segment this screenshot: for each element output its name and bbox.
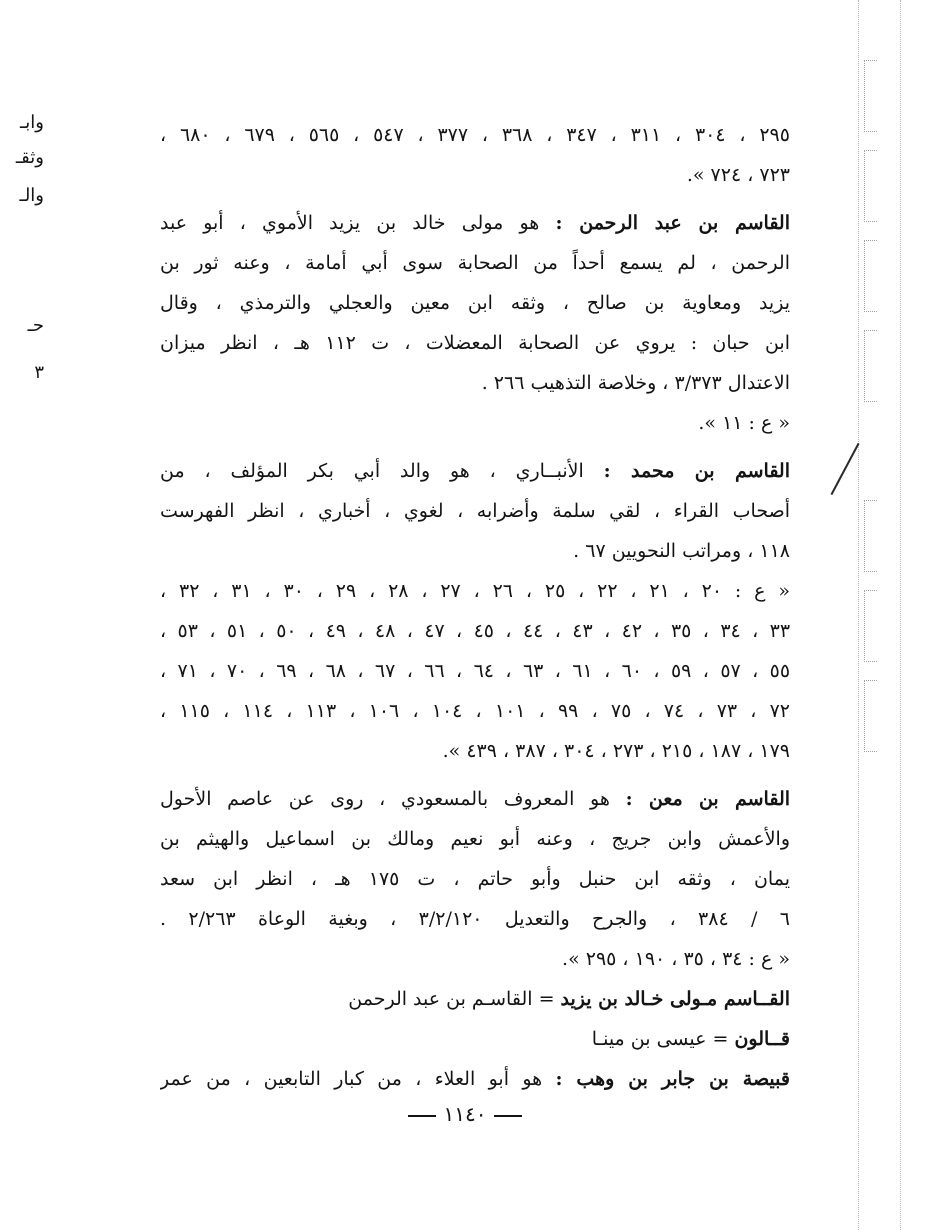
text-line	[160, 115, 790, 155]
line-text: الأنبــاري ، هو والد أبي بكر المؤلف ، من	[160, 460, 584, 482]
line-text: أصحاب القراء ، لقي سلمة وأضرابه ، لغوي ، أخباري ، انظر الفهرست	[160, 500, 790, 522]
line-text: ١١٨ ، ومراتب النحويين ٦٧ .	[573, 540, 790, 562]
line-text: هو أبو العلاء ، من كبار التابعين ، من عمر	[160, 1068, 543, 1090]
index-entry-qabisa	[160, 1059, 790, 1099]
page-number-text: ١١٤٠	[443, 1102, 487, 1126]
line-text: والأعمش وابن جريج ، وعنه أبو نعيم ومالك بن اسماعيل والهيثم بن	[160, 828, 790, 850]
index-entry-cross-reference	[160, 979, 790, 1019]
text-line	[160, 283, 790, 323]
index-entry-cross-reference	[160, 1019, 790, 1059]
line-text: = القاسـم بن عبد الرحمن	[348, 988, 555, 1010]
page-number-dash	[494, 1115, 522, 1117]
text-line	[160, 363, 790, 403]
scan-edge-line	[858, 0, 859, 1230]
line-text: ٢٩٥ ، ٣٠٤ ، ٣١١ ، ٣٤٧ ، ٣٦٨ ، ٣٧٧ ، ٥٤٧ ، ٥٦٥ ، ٦٧٩ ، ٦٨٠ ،	[160, 124, 790, 146]
text-line	[160, 819, 790, 859]
index-entry-qasim-muhammad	[160, 451, 790, 491]
margin-fragment: ٣	[34, 362, 44, 383]
text-line	[160, 243, 790, 283]
entry-term: قبيصة بن جابر بن وهب :	[555, 1068, 790, 1090]
scan-edge-mark	[864, 590, 877, 662]
margin-fragment: وثقـ	[15, 147, 44, 168]
text-line	[160, 531, 790, 571]
entry-term: القاسم بن عبد الرحمن :	[555, 212, 790, 234]
text-line	[160, 859, 790, 899]
line-text: الرحمن ، لم يسمع أحداً من الصحابة سوى أبي أمامة ، وعنه ثور بن	[160, 252, 790, 274]
margin-fragment: والـ	[19, 185, 44, 206]
index-entry-qasim-abd-rahman	[160, 203, 790, 243]
line-text: ٣٣ ، ٣٤ ، ٣٥ ، ٤٢ ، ٤٣ ، ٤٤ ، ٤٥ ، ٤٧ ، ٤٨ ، ٤٩ ، ٥٠ ، ٥١ ، ٥٣ ،	[160, 620, 790, 642]
page-number	[0, 1102, 930, 1126]
line-text: هو المعروف بالمسعودي ، روى عن عاصم الأحول	[160, 788, 610, 810]
line-text: ٦ / ٣٨٤ ، والجرح والتعديل ٣/٢/١٢٠ ، وبغية الوعاة ٢/٢٦٣ .	[160, 908, 790, 930]
text-line	[160, 491, 790, 531]
text-line	[160, 323, 790, 363]
text-line	[160, 571, 790, 611]
text-line	[160, 611, 790, 651]
page-number-dash	[408, 1115, 436, 1117]
line-text: هو مولى خالد بن يزيد الأموي ، أبو عبد	[160, 212, 540, 234]
margin-fragment: حـ	[27, 315, 44, 336]
line-text: يمان ، وثقه ابن حنبل وأبو حاتم ، ت ١٧٥ هـ ، انظر ابن سعد	[160, 868, 790, 890]
scan-edge-mark	[864, 60, 877, 132]
line-text: « ع : ٢٠ ، ٢١ ، ٢٢ ، ٢٥ ، ٢٦ ، ٢٧ ، ٢٨ ، ٢٩ ، ٣٠ ، ٣١ ، ٣٢ ،	[160, 580, 790, 602]
index-entry-qasim-maan	[160, 779, 790, 819]
entry-term: القاسم بن معن :	[625, 788, 790, 810]
text-line	[160, 939, 790, 979]
text-line	[160, 691, 790, 731]
scan-edge-mark	[864, 500, 877, 572]
scan-edge-mark	[864, 150, 877, 222]
index-entries	[160, 115, 790, 1099]
text-line	[160, 651, 790, 691]
line-text: ٥٥ ، ٥٧ ، ٥٩ ، ٦٠ ، ٦١ ، ٦٣ ، ٦٤ ، ٦٦ ، ٦٧ ، ٦٨ ، ٦٩ ، ٧٠ ، ٧١ ،	[160, 660, 790, 682]
entry-term: قــالون	[734, 1028, 790, 1050]
margin-fragment: وابـ	[20, 112, 44, 133]
right-edge-scan-marks	[856, 0, 916, 1230]
scan-edge-line	[900, 0, 901, 1230]
text-line	[160, 155, 790, 195]
entry-term: القاسم بن محمد :	[603, 460, 790, 482]
line-text: ٧٢ ، ٧٣ ، ٧٤ ، ٧٥ ، ٩٩ ، ١٠١ ، ١٠٤ ، ١٠٦ ، ١١٣ ، ١١٤ ، ١١٥ ،	[160, 700, 790, 722]
line-text: يزيد ومعاوية بن صالح ، وثقه ابن معين والعجلي والترمذي ، وقال	[160, 292, 790, 314]
text-line	[160, 899, 790, 939]
scan-edge-mark	[864, 680, 877, 752]
entry-term: القــاسم مـولى خـالد بن يزيد	[560, 988, 790, 1010]
scan-edge-mark	[831, 443, 860, 495]
line-text: = عيسى بن مينـا	[591, 1028, 729, 1050]
line-text: « ع : ٣٤ ، ٣٥ ، ١٩٠ ، ٢٩٥ ».	[562, 948, 790, 970]
scan-edge-mark	[864, 330, 877, 402]
text-line	[160, 731, 790, 771]
line-text: ٧٢٣ ، ٧٢٤ ».	[686, 164, 790, 186]
text-line	[160, 403, 790, 443]
line-text: ابن حبان : يروي عن الصحابة المعضلات ، ت ١١٢ هـ ، انظر ميزان	[160, 332, 790, 354]
line-text: الاعتدال ٣/٣٧٣ ، وخلاصة التذهيب ٢٦٦ .	[481, 372, 790, 394]
line-text: « ع : ١١ ».	[698, 412, 790, 434]
scan-edge-mark	[864, 240, 877, 312]
line-text: ١٧٩ ، ١٨٧ ، ٢١٥ ، ٢٧٣ ، ٣٠٤ ، ٣٨٧ ، ٤٣٩ ».	[442, 740, 790, 762]
